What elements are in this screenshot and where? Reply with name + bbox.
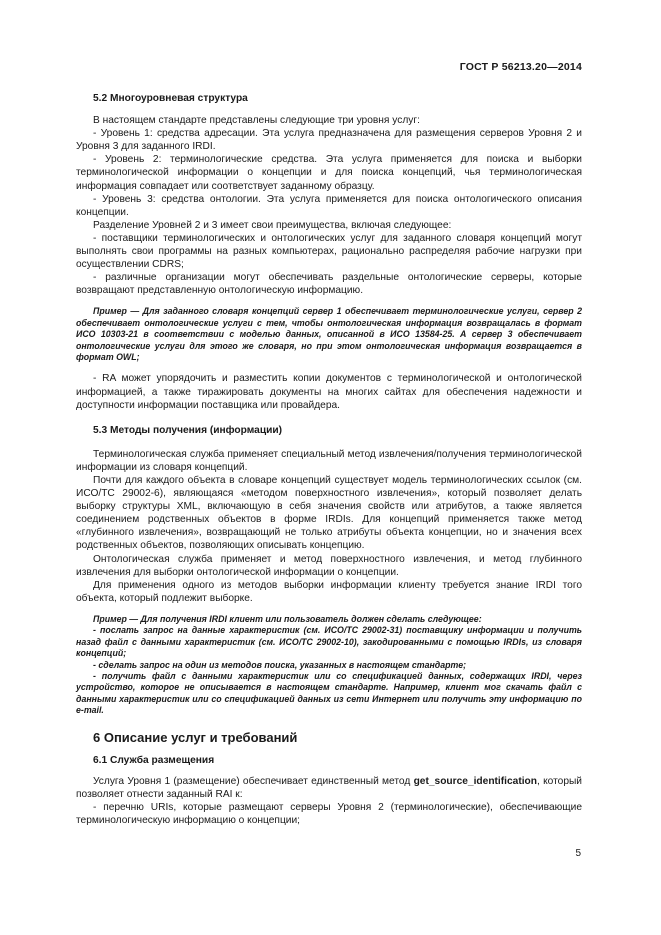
note-line: Пример — Для получения IRDI клиент или пользователь должен сделать следующее: <box>93 613 482 624</box>
paragraph: В настоящем стандарте представлены следующие три уровня услуг: <box>93 115 420 127</box>
section-5-2-title: 5.2 Многоуровневая структура <box>93 93 248 104</box>
list-item: - Уровень 1: средства адресации. Эта услуга предназначена для размещения серверов Уровня 2 и Уровня 3 для заданного IRDI. <box>76 128 582 153</box>
page-content <box>76 90 582 827</box>
paragraph: Онтологическая служба применяет и метод поверхностного извлечения, и метод глубинного извлечения для выборки онтологической информации о концепции. <box>76 553 582 578</box>
paragraph: Для применения одного из методов выборки информации клиенту требуется знание IRDI того объекта, который подлежит выборке. <box>76 579 582 604</box>
list-item: - перечню URIs, которые размещают серверы Уровня 2 (терминологические), обеспечивающие терминологическую информацию о концепции; <box>76 801 582 826</box>
list-item: - поставщики терминологических и онтологических услуг для заданного словаря концепций могут выполнять свои программы на разных компьютерах, рационально распределяя рабочие нагрузки при осуществлении CDRS; <box>76 232 582 271</box>
paragraph: Разделение Уровней 2 и 3 имеет свои преимущества, включая следующее: <box>93 219 452 231</box>
example-note-irdi <box>76 614 582 717</box>
list-item: - RA может упорядочить и разместить копии документов с терминологической и онтологической информацией, а также тиражировать документы на многих сайтах для обеспечения надежности и доступности информации поставщика или провайдера. <box>76 373 582 411</box>
section-6-title: 6 Описание услуг и требований <box>93 729 298 745</box>
note-line: - сделать запрос на один из методов поиска, указанных в настоящем стандарте; <box>93 659 467 670</box>
paragraph-text: , который позволяет отнести заданный RAI к: <box>76 775 582 800</box>
section-6-1-title: 6.1 Служба размещения <box>93 754 215 766</box>
method-name: get_source_identification <box>413 775 537 787</box>
paragraph: Терминологическая служба применяет специальный метод извлечения/получения терминологической информации из словаря концепций. <box>76 448 582 473</box>
section-5-3-title: 5.3 Методы получения (информации) <box>93 424 282 436</box>
paragraph: Почти для каждого объекта в словаре концепций существует модель терминологических ссылок (см. ИСО/ТС 29002-6), являющаяся «методом поверхностного извлечения», который позволяет делать выборку структуры XML, включающую в себя значения свойств или атрибутов, а также является соединением родственных объектов в форме IRDIs. Для концепций применяется также метод «глубинного извлечения», возвращающий не только атрибуты объекта концепции, но и значения всех родственных объектов, позволяющих описывать концепцию. <box>76 475 582 552</box>
list-item: - Уровень 3: средства онтологии. Эта услуга применяется для поиска онтологического описания концепции. <box>76 193 582 218</box>
standard-header: ГОСТ Р 56213.20—2014 <box>459 61 582 73</box>
note-line: - получить файл с данными характеристик или со спецификацией данных, содержащих IRDI, через устройство, которое не описывается в настоящем стандарте. Например, клиент мог скачать файл с данными характеристик или со спецификацией данных из сети Интернет или получить эту информацию по e-mail. <box>76 670 582 716</box>
paragraph <box>76 775 582 801</box>
page-number: 5 <box>575 848 581 859</box>
note-line: - послать запрос на данные характеристик (см. ИСО/ТС 29002-31) поставщику информации и получить назад файл с данными характеристик (см. ИСО/ТС 29002-10), закодированными с помощью IRDIs, из словаря концепций; <box>76 625 582 659</box>
example-note: Пример — Для заданного словаря концепций сервер 1 обеспечивает терминологические услуги, сервер 2 обеспечивает онтологические услуги с тем, чтобы онтологическая информация возвращалась в формат ИСО 10303-21 в соответствии с моделью данных, описанной в ИСО 13584-25. А сервер 3 обеспечивает онтологические услуги для этого же словаря, но при этом онтологическая информация возвращается в формат OWL; <box>76 306 582 363</box>
list-item: - Уровень 2: терминологические средства. Эта услуга применяется для поиска и выборки терминологической информации о концепции и для поиска концепций, чья терминологическая информация совпадает или соответствует заданному образцу. <box>76 154 582 192</box>
list-item: - различные организации могут обеспечивать раздельные онтологические серверы, которые возвращают представленную онтологическую информацию. <box>76 272 582 297</box>
paragraph-text: Услуга Уровня 1 (размещение) обеспечивает единственный метод <box>93 775 414 787</box>
